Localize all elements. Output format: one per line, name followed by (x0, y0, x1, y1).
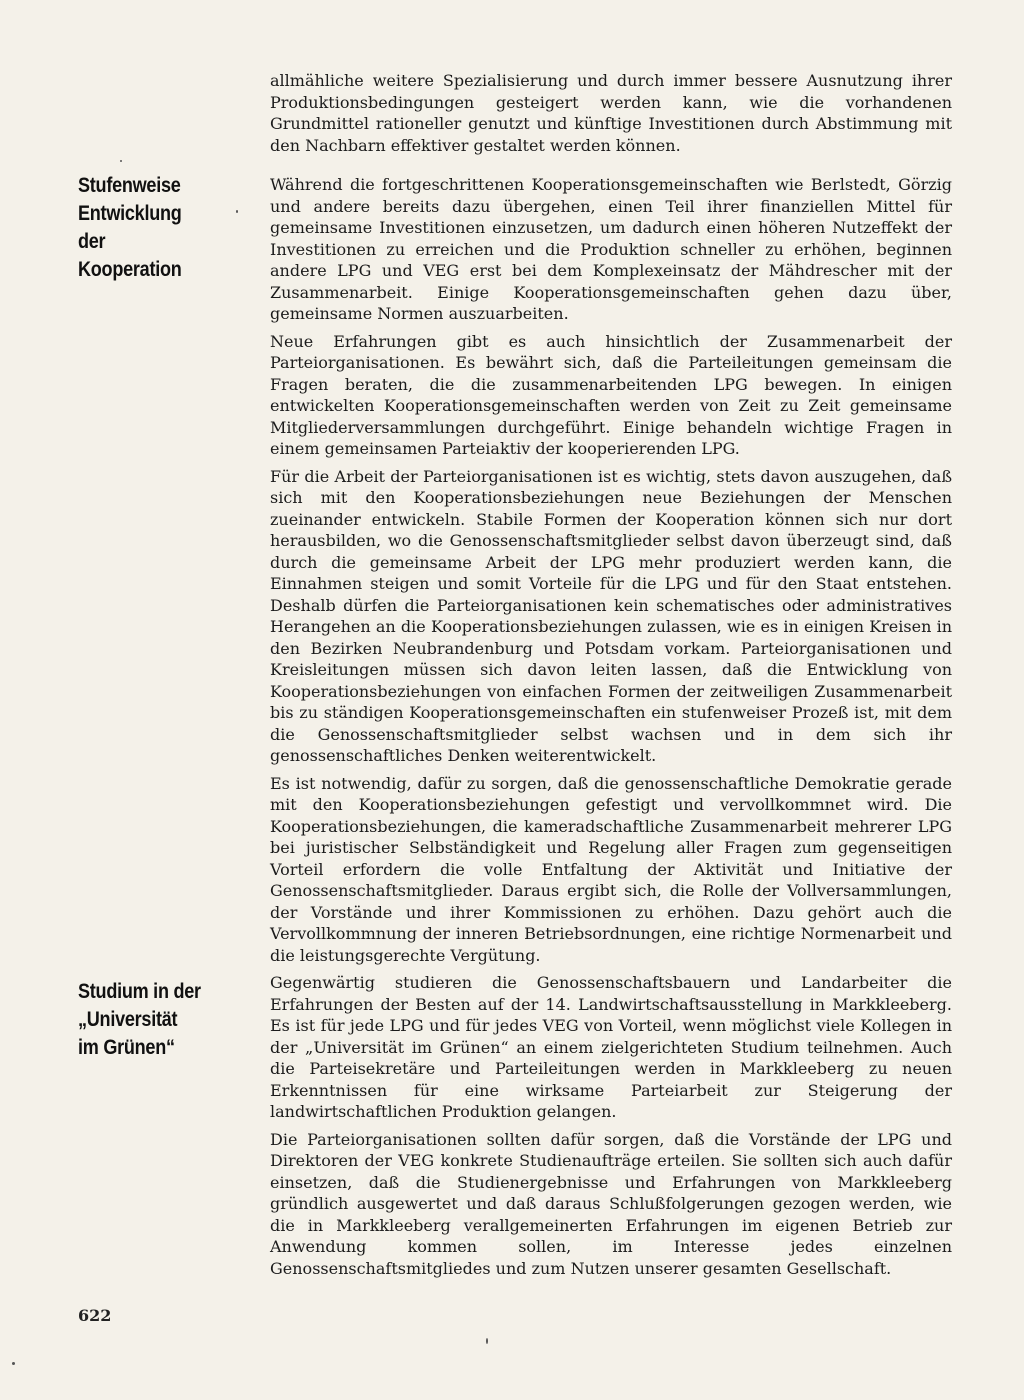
intro-paragraph: allmähliche weitere Spezialisierung und durch immer bessere Ausnutzung ihrer Produktionsbedingungen gesteigert werden kann, wie die vorhandenen Grundmittel rationeller genutzt und künftige Investitionen durch Abstimmung mit den Nachbarn effektiver gestaltet werden können. (270, 71, 952, 155)
heading-line: Entwicklung (78, 202, 182, 225)
section-heading-stufenweise (78, 172, 233, 284)
heading-line: „Universität (78, 1008, 178, 1031)
section-1-text-block (270, 174, 952, 972)
body-paragraph: Es ist notwendig, dafür zu sorgen, daß die genossenschaftliche Demokratie gerade mit den Kooperationsbeziehungen gefestigt und vervollkommnet wird. Die Kooperationsbeziehungen, die kameradschaftliche Zusammenarbeit mehrerer LPG bei juristischer Selbständigkeit und Regelung aller Fragen zum gegenseitigen Vorteil erfordern die volle Entfaltung der Aktivität und Initiative der Genossenschaftsmitglieder. Daraus ergibt sich, die Rolle der Vollversammlungen, der Vorstände und ihrer Kommissionen zu erhöhen. Dazu gehört auch die Vervollkommnung der inneren Betriebsordnungen, eine richtige Normenarbeit und die leistungsgerechte Vergütung. (270, 773, 952, 965)
page-number: 622 (78, 1306, 112, 1325)
heading-line: im Grünen“ (78, 1036, 175, 1059)
section-heading-studium (78, 978, 233, 1062)
paper-speck (486, 1338, 488, 1344)
body-paragraph: Die Parteiorganisationen sollten dafür sorgen, daß die Vorstände der LPG und Direktoren der VEG konkrete Studienaufträge erteilen. Sie sollten sich auch dafür einsetzen, daß die Studienergebnisse und Erfahrungen von Markkleeberg gründlich ausgewertet und daß daraus Schlußfolgerungen gezogen werden, wie die in Markkleeberg verallgemeinerten Erfahrungen im eigenen Betrieb zur Anwendung kommen sollen, im Interesse jedes einzelnen Genossenschaftsmitgliedes und zum Nutzen unserer gesamten Gesellschaft. (270, 1129, 952, 1278)
body-paragraph: Neue Erfahrungen gibt es auch hinsichtlich der Zusammenarbeit der Parteiorganisationen. Es bewährt sich, daß die Parteileitungen gemeinsam die Fragen beraten, die die zusammenarbeitenden LPG bewegen. In einigen entwickelten Kooperationsgemeinschaften werden von Zeit zu Zeit gemeinsame Mitgliederversammlungen durchgeführt. Einige behandeln wichtige Fragen in einem gemeinsamen Parteiaktiv der kooperierenden LPG. (270, 331, 952, 458)
heading-line: Stufenweise (78, 174, 181, 197)
paper-speck (236, 210, 238, 213)
intro-text-block (270, 70, 952, 162)
body-paragraph: Gegenwärtig studieren die Genossenschaftsbauern und Landarbeiter die Erfahrungen der Besten auf der 14. Landwirtschaftsausstellung in Markkleeberg. Es ist für jede LPG und für jedes VEG von Vorteil, wenn möglichst viele Kollegen in der „Universität im Grünen“ an einem zielgerichteten Studium teilnehmen. Auch die Parteisekretäre und Parteileitungen werden in Markkleeberg zu neuen Erkenntnissen für eine wirksame Parteiarbeit zur Steigerung der landwirtschaftlichen Produktion gelangen. (270, 973, 952, 1121)
body-paragraph: Für die Arbeit der Parteiorganisationen ist es wichtig, stets davon auszugehen, daß sich mit den Kooperationsbeziehungen neue Beziehungen der Menschen zueinander entwickeln. Stabile Formen der Kooperation können sich nur dort herausbilden, wo die Genossenschaftsmitglieder selbst davon überzeugt sind, daß durch die gemeinsame Arbeit der LPG mehr produziert werden kann, die Einnahmen steigen und somit Vorteile für die LPG und für den Staat entstehen. Deshalb dürfen die Parteiorganisationen kein schematisches oder administratives Herangehen an die Kooperationsbeziehungen zulassen, wie es in einigen Kreisen in den Bezirken Neubrandenburg und Potsdam vorkam. Parteiorganisationen und Kreisleitungen müssen sich davon leiten lassen, daß die Entwicklung von Kooperationsbeziehungen von einfachen Formen der zeitweiligen Zusammenarbeit bis zu ständigen Kooperationsgemeinschaften ein stufenweiser Prozeß ist, mit dem die Genossenschaftsmitglieder selbst wachsen und in dem sich ihr genossenschaftliches Denken weiterentwickelt. (270, 466, 952, 765)
heading-line: Studium in der (78, 980, 201, 1003)
heading-line: der (78, 230, 106, 253)
paper-speck (12, 1362, 15, 1365)
body-paragraph: Während die fortgeschrittenen Kooperationsgemeinschaften wie Berlstedt, Görzig und andere bereits dazu übergehen, einen Teil ihrer finanziellen Mittel für gemeinsame Investitionen einzusetzen, um dadurch einen höheren Nutzeffekt der Investitionen zu erreichen und die Produktion schneller zu erhöhen, beginnen andere LPG und VEG erst bei dem Komplexeinsatz der Mähdrescher mit der Zusammenarbeit. Einige Kooperationsgemeinschaften gehen dazu über, gemeinsame Normen auszuarbeiten. (270, 175, 952, 323)
paper-speck (120, 160, 122, 162)
heading-line: Kooperation (78, 258, 182, 281)
section-2-text-block (270, 972, 952, 1285)
